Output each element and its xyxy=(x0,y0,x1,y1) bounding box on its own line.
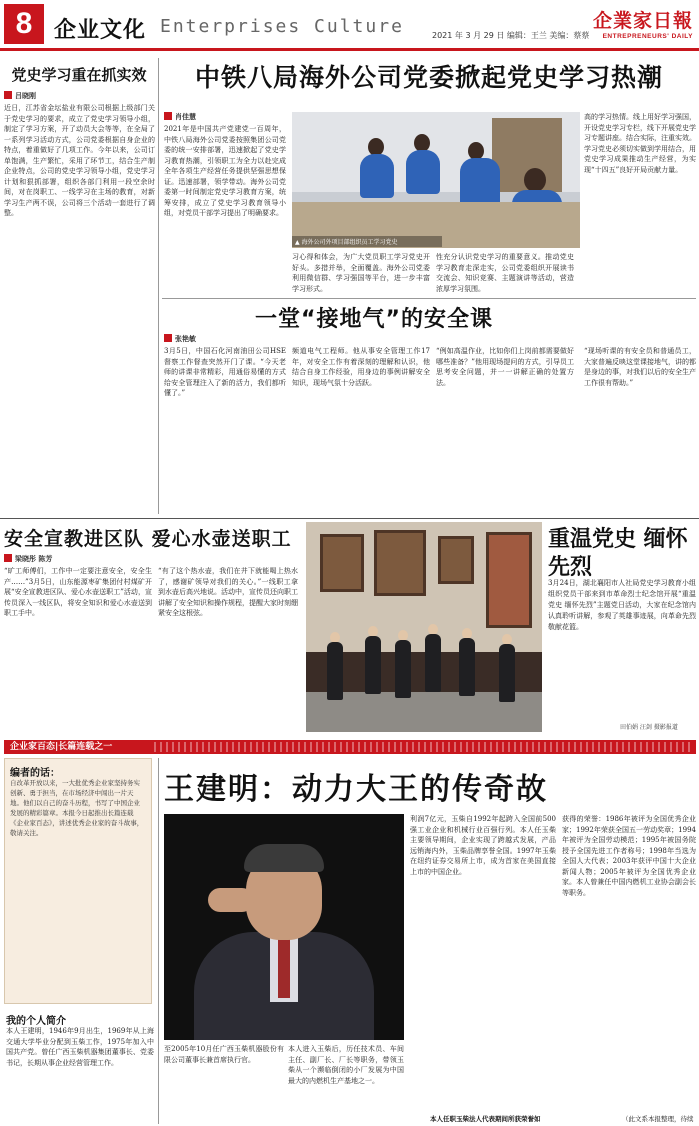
article6-column-2: 本人进入玉柴后，历任技术员、车间主任、副厂长、厂长等职务，带领玉柴从一个濒临倒闭的小厂发展为中国最大的内燃机生产基地之一。 xyxy=(288,1045,404,1085)
article4-byline xyxy=(4,554,52,564)
article3-column-4: “现场听课的有安全员和普通员工，大家普遍反映这堂课接地气，讲的都是身边的事，对我们以后的安全生产工作很有帮助。” xyxy=(584,347,696,387)
article1-body: 近日，江苏省金坛盐业有限公司根据上级部门关于党史学习的要求，成立了党史学习领导小组，制定了学习方案，开了动员大会等等，在全局了一系列学习活动方式，公司党委根据自身企业的特点，着重做好了几项工作。今年以来，公司订单饱满，生产繁忙，采用了环节工，结合生产制企业特点，公司的党史学习领导小组，党史学习计划和狠抓部署，组织各部门利用一段空余时间，对在岗职工、一线学习在主场的教育，对新学习生产两不误，公司将三个活动一套进行了调整。 xyxy=(4,104,155,217)
article1-headline: 党史学习重在抓实效 xyxy=(11,66,147,84)
article6-column-1: 至2005年10月任广西玉柴机器股份有限公司董事长兼首席执行官。 xyxy=(164,1045,284,1064)
person-head xyxy=(524,168,546,192)
person-figure xyxy=(365,636,381,694)
serial-banner-label: 企业家百态|长篇连载之一 xyxy=(10,742,113,752)
article6-headline: 王建明：动力大王的传奇故 xyxy=(164,772,548,807)
byline-marker-icon xyxy=(4,91,12,99)
brand-name-en: ENTREPRENEURS' DAILY xyxy=(602,33,693,40)
article3-column-1: 3月5日，中国石化河南油田公司HSE督察工作督查突然开门了课。“今天老师的讲课非常精彩，用通俗易懂的方式给安全管理注入了新的活力，我们都听懂了。” xyxy=(164,347,286,397)
byline-marker-icon xyxy=(4,554,12,562)
banner-pattern xyxy=(154,742,694,752)
section-divider xyxy=(162,298,696,299)
article2-byline xyxy=(164,112,196,122)
bio-body: 本人王建明，1946年9月出生，1969年从上海交通大学毕业分配到玉柴工作，1975年加入中国共产党。曾任广西玉柴机器集团董事长、党委书记，长期从事企业经营管理工作。 xyxy=(6,1027,154,1067)
exhibit-frame xyxy=(320,534,364,592)
article3-column-3: “例如高温作业，比如你们上岗前都需要做好哪些准备？”他用现场提问的方式，引导员工思考安全问题，并一一讲解正确的处置方法。 xyxy=(436,347,574,387)
exhibit-frame xyxy=(438,536,474,584)
article2-headline: 中铁八局海外公司党委掀起党史学习热潮 xyxy=(194,63,663,92)
byline-marker-icon xyxy=(164,112,172,120)
article3-headline: 一堂“接地气”的安全课 xyxy=(255,307,493,332)
article1-byline xyxy=(4,91,36,101)
portrait-tie xyxy=(278,936,290,998)
article4-column-2: “有了这个热水壶，我们在井下就能喝上热水了，感谢矿领导对我们的关心。”一线职工拿到水壶后高兴地说。活动中，宣传员还向职工讲解了安全知识和操作规程，提醒大家时刻绷紧安全这根弦。 xyxy=(158,567,298,617)
person-figure xyxy=(327,642,343,700)
page-header xyxy=(0,0,699,52)
article3-column-2: 频道电气工程师。他从事安全管理工作17年，对安全工作有着深刻的理解和认识，他结合自身工作经验，用身边的事例讲解安全知识，现场气氛十分活跃。 xyxy=(292,347,430,387)
article2-column-2: 习心得和体会，为广大党员职工学习党史开好头。多措并举，全面覆盖。海外公司党委利用微信群、学习强国等平台，进一步丰富学习形式。 xyxy=(292,253,430,293)
exhibit-frame xyxy=(486,532,532,628)
page-number-badge: 8 xyxy=(4,4,44,44)
exhibit-frame xyxy=(374,530,426,596)
memorial-hall-photo xyxy=(306,522,542,732)
newspaper-brand xyxy=(593,6,693,40)
person-figure xyxy=(459,638,475,696)
article5-body: 3月24日，湖北襄阳市人社局党史学习教育小组组织党员干部来到市革命烈士纪念馆开展“重温党史 缅怀先烈”主题党日活动，大家在纪念馆内认真聆听讲解，参观了英雄事迹展，向革命先烈敬献花篮。 xyxy=(548,579,696,631)
person-figure xyxy=(395,640,411,698)
person-figure xyxy=(360,154,394,198)
section-title: 企业文化 xyxy=(54,18,147,43)
article3-byline xyxy=(164,334,196,344)
column-divider xyxy=(158,758,159,1124)
portrait-hair xyxy=(244,844,324,872)
article2-author: 肖佳慧 xyxy=(175,113,196,121)
header-rule xyxy=(0,48,699,51)
serial-banner xyxy=(4,740,696,754)
article3-author: 张艳敏 xyxy=(175,335,196,343)
brand-name-zh: 企業家日報 xyxy=(592,10,693,32)
person-figure xyxy=(425,634,441,692)
section-title-en: Enterprises Culture xyxy=(160,16,404,37)
article4-column-1: “旷工师傅们，工作中一定要注意安全，安全生产……”3月5日，山东能源枣矿集团付村煤矿开展“安全宣教进区队、爱心水壶送职工”活动，宣传员深入一线区队，将安全知识和爱心水壶送到职工手中。 xyxy=(4,567,152,617)
article4-author: 梁晓彤 陈芳 xyxy=(15,555,53,563)
section-divider xyxy=(0,518,699,519)
editor-note-title: 编者的话： xyxy=(10,768,60,779)
article2-column-4: 高的学习热情。线上用好学习强国，开设党史学习专栏，线下开展党史学习专题讲座。结合实际，注重实效。学习党史必须切实做到学用结合，用党史学习成果推动生产经营，为实现“十四五”良好开局贡献力量。 xyxy=(584,113,696,174)
article4-headline: 安全宣教进区队 爱心水壶送职工 xyxy=(4,528,292,550)
article2-column-3: 性充分认识党史学习的重要意义。推动党史学习教育走深走实，公司党委组织开展读书交流会、知识竞赛、主题演讲等活动，营造浓厚学习氛围。 xyxy=(436,253,574,293)
article6-column-3: 利润7亿元，玉柴自1992年起跨入全国前500强工业企业和机械行业百强行列。本人任玉柴主要领导期间，企业实现了跨越式发展，产品远销海内外，玉柴品牌享誉全国。1997年玉柴在纽约证券交易所上市，成为首家在美国直接上市的中国企业。 xyxy=(410,815,556,876)
article1-author: 吕晓刚 xyxy=(15,92,36,100)
byline-marker-icon xyxy=(164,334,172,342)
person-figure xyxy=(499,644,515,702)
study-session-photo xyxy=(292,112,580,248)
bio-title: 我的个人简介 xyxy=(6,1016,66,1027)
editor-note-body: 自改革开放以来，一大批优秀企业家坚持务实创新、勇于担当，在市场经济中闯出一片天地。他们以自己的奋斗历程，书写了中国企业发展的精彩篇章。本报今日起推出长篇连载《企业家百态》，讲述优秀企业家的奋斗故事，敬请关注。 xyxy=(10,779,144,837)
portrait-photo xyxy=(164,814,404,1040)
study-photo-caption: ▲ 海外公司外项目部组织员工学习党史 xyxy=(292,236,442,247)
person-figure xyxy=(406,150,440,194)
issue-meta: 2021 年 3 月 29 日 编辑：王兰 美编：蔡蔡 xyxy=(432,31,590,40)
article6-footer-note: 本人任职玉柴法人代表期间所获荣誉如 xyxy=(430,1115,541,1123)
article5-headline: 重温党史 缅怀先烈 xyxy=(548,527,688,580)
article5-photo-credit: 田伯娟 汪剑 摄影报道 xyxy=(620,724,678,731)
article6-column-4: 获得的荣誉：1986年被评为全国优秀企业家；1992年荣获全国五一劳动奖章；1994年被评为全国劳动模范；1995年被国务院授予全国先进工作者称号；1998年当选为全国人大代表；2003年获评中国十大企业新闻人物；2005年被评为全国优秀企业家。本人曾兼任中国内燃机工业协会副会长等职务。 xyxy=(562,815,696,897)
article2-column-1: 2021年是中国共产党建党一百周年，中铁八局海外公司党委按照集团公司党委的统一安排部署，迅速掀起了党史学习教育热潮，引领职工为全力以赴完成全年各项生产经营任务提供坚强思想保证。迅速部署，领学带动。海外公司党委第一时间制定党史学习教育方案，统筹安排，成立了党史学习教育领导小组，对党员干部学习提出了明确要求。 xyxy=(164,125,286,217)
article6-credit: （此文系本报整理，待续 xyxy=(622,1115,694,1123)
portrait-hand xyxy=(208,888,254,912)
column-divider xyxy=(158,58,159,514)
